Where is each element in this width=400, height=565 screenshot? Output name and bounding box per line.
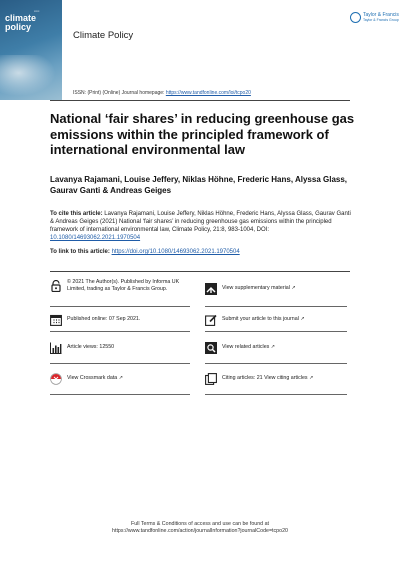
journal-name: Climate Policy [73, 30, 134, 41]
open-access-lock-icon [50, 280, 62, 292]
submit-label: Submit your article to this journal [222, 316, 299, 322]
publisher-logo-icon [350, 12, 361, 23]
info-divider [205, 394, 347, 395]
crossmark-icon [50, 373, 62, 385]
citation-label: To cite this article: [50, 211, 103, 217]
citing-articles-link[interactable] [205, 372, 355, 385]
external-link-icon: ↗ [291, 285, 296, 291]
crossmark-label: View Crossmark data [67, 375, 118, 381]
journal-homepage-link[interactable]: https://www.tandfonline.com/loi/tcpo20 [165, 90, 251, 96]
terms-text: Full Terms & Conditions of access and use can be found at [131, 521, 269, 527]
calendar-icon [50, 314, 62, 326]
info-divider [205, 363, 347, 364]
external-link-icon: ↗ [309, 375, 314, 381]
article-doi-url[interactable]: https://doi.org/10.1080/14693062.2021.1970504 [111, 249, 240, 255]
info-divider [50, 306, 190, 307]
article-link-label: To link to this article: [50, 249, 112, 255]
cover-title-line2: policy [5, 22, 32, 32]
journal-cover-thumbnail[interactable] [0, 0, 62, 100]
bar-chart-icon [50, 342, 62, 354]
crossmark-link[interactable] [50, 372, 190, 385]
pencil-edit-icon [205, 314, 217, 326]
terms-footer [60, 521, 340, 535]
submit-article-link[interactable] [205, 313, 355, 326]
external-link-icon: ↗ [270, 344, 275, 350]
header-divider [50, 100, 350, 101]
info-divider [205, 306, 347, 307]
cover-strip-decoration: ▪▪▪▪▪ [34, 9, 40, 13]
related-articles-link[interactable] [205, 341, 355, 354]
info-divider [205, 331, 347, 332]
issn-text: ISSN: (Print) (Online) Journal homepage: [73, 90, 166, 96]
related-articles-label: View related articles [222, 344, 270, 350]
citing-articles-icon [205, 373, 217, 385]
cover-artwork [0, 55, 62, 100]
publisher-logo-name: Taylor & Francis [363, 12, 399, 18]
external-link-icon: ↗ [118, 375, 123, 381]
citation-doi-link[interactable]: 10.1080/14693062.2021.1970504 [50, 235, 141, 241]
article-views-count: Article views: 12550 [67, 344, 115, 350]
open-access-notice [50, 279, 190, 293]
publisher-logo-subname: Taylor & Francis Group [363, 18, 399, 22]
info-divider [50, 331, 190, 332]
info-top-divider [50, 271, 350, 272]
cover-title [5, 14, 36, 32]
article-authors: Lavanya Rajamani, Louise Jeffery, Niklas Höhne, Frederic Hans, Alyssa Glass, Gaurav Ganti & Andreas Geiges [50, 175, 348, 195]
citation-block [50, 210, 355, 242]
article-link-block [50, 249, 355, 255]
article-views-info [50, 341, 190, 354]
info-divider [50, 363, 190, 364]
citing-articles-label: Citing articles: 21 View citing articles [222, 375, 308, 381]
search-related-icon [205, 342, 217, 354]
external-link-icon: ↗ [300, 316, 305, 322]
published-date: Published online: 07 Sep 2021. [67, 316, 141, 322]
supplementary-document-icon [205, 283, 217, 295]
article-title: National ‘fair shares’ in reducing greenhouse gas emissions within the principled framework of international environmental law [50, 111, 355, 157]
publisher-logo[interactable] [350, 10, 399, 30]
copyright-text: © 2021 The Author(s). Published by Informa UK Limited, trading as Taylor & Francis Group. [67, 279, 180, 292]
issn-line [73, 90, 251, 96]
terms-url-link[interactable]: https://www.tandfonline.com/action/journalInformation?journalCode=tcpo20 [112, 528, 288, 534]
supplementary-material-link[interactable] [205, 282, 355, 295]
citation-text: Lavanya Rajamani, Louise Jeffery, Niklas Höhne, Frederic Hans, Alyssa Glass, Gaurav Ganti & Andreas Geiges (2021) National ‘fair shares’ in reducing greenhouse gas emissions within the principled framework of international environmental law, Climate Policy, 21:8, 983-1004, DOI: [50, 211, 351, 233]
info-divider [50, 394, 190, 395]
cover-title-line1: climate [5, 13, 37, 23]
published-online-info [50, 313, 190, 326]
supplementary-label: View supplementary material [222, 285, 290, 291]
